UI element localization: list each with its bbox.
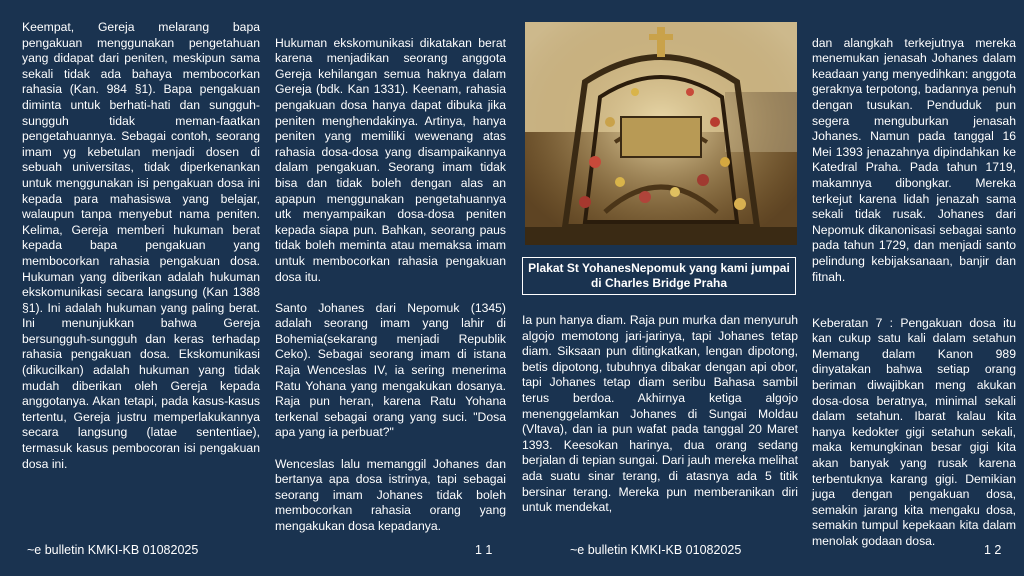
column-2-paragraph-1: Hukuman ekskomunikasi dikatakan berat karena menjadikan seorang anggota Gereja kehilangan semua haknya dalam Gereja (bdk. Kan 1331). Keenam, rahasia pengakuan dosa hanya dapat dibuka jika peniten menghendakinya. Artinya, hanya peniten yang memiliki wewenang atas rahasia dosa-dosa yang disampaikannya dalam pengakuan. Seorang imam tidak bisa dan tidak boleh dengan alas an apapun menggunakan pengetahuannya utk menyampaikan dosa-dosa peniten kepada siapa pun. Bahkan, seorang paus tidak boleh meminta atau memaksa imam untuk membocorkan rahasia pengakuan dosa itu.	[275, 35, 506, 284]
column-2-paragraph-2: Santo Johanes dari Nepomuk (1345) adalah seorang imam yang lahir di Bohemia(sekarang menjadi Republik Ceko). Sebagai seorang imam di istana Raja Wenceslas IV, ia sering menerima Ratu Yohana yang mengakukan dosanya. Raja pun heran, karena Ratu Yohana terkenal sebagai orang yang suci. "Dosa apa yang ia perbuat?"	[275, 300, 506, 440]
column-4-paragraph-2: Keberatan 7 : Pengakuan dosa itu kan cukup satu kali dalam setahun Memang dalam Kanon 989 dinyatakan bahwa setiap orang beriman diwajibkan meng akukan dosa-dosa beratnya, minimal sekali dalam setahun. Ibarat kalau kita hanya kedokter gigi setahun sekali, maka kemungkinan besar gigi kita akan banyak yang rusak karena terbentuknya karang gigi. Demikian juga dengan pengakuan dosa, semakin jarang kita mengaku dosa, semakin tumpul kepekaan kita dalam menolak godaan dosa.	[812, 315, 1016, 548]
page-number-right: 1 2	[984, 543, 1002, 557]
photo-caption: Plakat St YohanesNepomuk yang kami jumpai di Charles Bridge Praha	[522, 257, 796, 295]
footer-bulletin-left: ~e bulletin KMKI-KB 01082025	[27, 543, 199, 557]
column-1-text: Keempat, Gereja melarang bapa pengakuan menggunakan pengetahuan yang didapat dari peniten, meskipun sama sekali tidak ada bahaya membocorkan rahasia (Kan. 984 §1). Bapa pengakuan diminta untuk berhati-hati dan sungguh-sungguh tidak meman-faatkan pengetahuannya. Sebagai contoh, seorang imam yg kebetulan menjadi dosen di sebuah universitas, tidak diperkenankan untuk menggunakan isi pengakuan dosa ini kepada para mahasiswa yang belajar, walaupun tanpa menyebut nama peniten. Kelima, Gereja memberi hukuman berat kepada bapa pengakuan yang membocorkan rahasia pengakuan dosa. Hukuman yang diberikan adalah hukuman ekskomunikasi secara langsung (Kan 1388 §1). Ini adalah hukuman yang paling berat. Ini menunjukkan bahwa Gereja bersungguh-sungguh dan keras terhadap rahasia pengakuan dosa. Ekskomunikasi (dikucilkan) adalah hukuman yang tidak mudah diberikan oleh Gereja kepada anggotanya. Akan tetapi, pada kasus-kasus tertentu, Gereja justru memperlakukannya secara langsung (latae sententiae), termasuk kasus pembocoran isi pengakuan dosa ini.	[22, 20, 260, 471]
footer-bulletin-right: ~e bulletin KMKI-KB 01082025	[570, 543, 742, 557]
column-4-paragraph-1: dan alangkah terkejutnya mereka menemukan jenasah Johanes dalam keadaan yang menyedihkan: anggota geraknya terpotong, badannya penuh dengan tusukan. Penduduk pun segera menguburkan jenasah Johanes. Namun pada tanggal 16 Mei 1393 jenazahnya dipindahkan ke Katedral Praha. Pada tahun 1719, makamnya dibongkar. Mereka terkejut karena lidah jenazah sama sekali tidak rusak. Johanes dari Nepomuk dikanonisasi sebagai santo pada tahun 1729, dan menjadi santo pelindung kebijaksanaan, banjir dan fitnah.	[812, 35, 1016, 284]
column-3-text: Ia pun hanya diam. Raja pun murka dan menyuruh algojo memotong jari-jarinya, tapi Johanes tetap diam. Siksaan pun ditingkatkan, lengan dipotong, betis dipotong, tubuhnya dibakar dengan api obor, tapi Johanes tetap diam seribu Bahasa sambil terus berdoa. Akhirnya ketiga algojo menenggelamkan Johanes di Sungai Moldau (Vltava), dan ia pun wafat pada tanggal 20 Maret 1393. Keesokan harinya, dua orang sedang berjalan di tepian sungai. Dari jauh mereka melihat ada suatu sinar terang, di atasnya ada 5 titik bersinar terang. Mereka pun memberanikan diri untuk mendekat,	[522, 313, 798, 515]
plaque-illustration	[525, 22, 797, 245]
column-2-paragraph-3: Wenceslas lalu memanggil Johanes dan bertanya apa dosa istrinya, tapi sebagai seorang imam Johanes tidak boleh membocorkan rahasia orang yang mengakukan dosa kepadanya.	[275, 456, 506, 533]
plaque-photo	[525, 22, 797, 245]
page-number-left: 1 1	[475, 543, 493, 557]
column-4	[812, 20, 1016, 565]
column-2	[275, 20, 506, 550]
